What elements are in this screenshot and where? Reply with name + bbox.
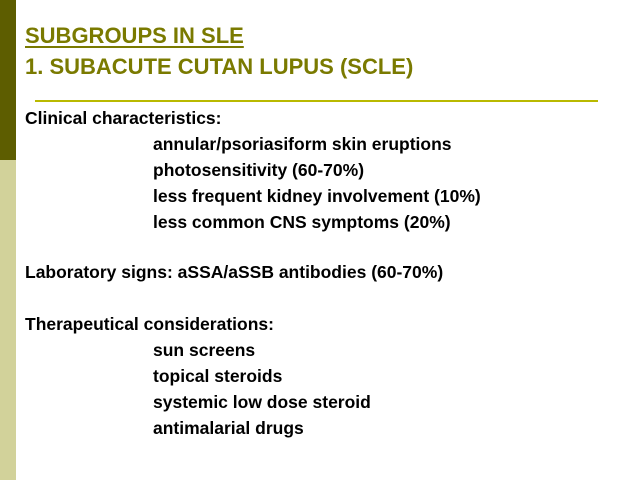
therapeutic-item-4: antimalarial drugs xyxy=(153,418,304,438)
sidebar-accent-light xyxy=(0,160,16,480)
clinical-item-2: photosensitivity (60-70%) xyxy=(153,160,365,180)
sidebar-accent-dark xyxy=(0,0,16,160)
therapeutic-item-2: topical steroids xyxy=(153,366,283,386)
clinical-item-1: annular/psoriasiform skin eruptions xyxy=(153,134,452,154)
therapeutic-item-1: sun screens xyxy=(153,340,256,360)
title-line-2: 1. SUBACUTE CUTAN LUPUS (SCLE) xyxy=(25,54,414,79)
laboratory-signs: Laboratory signs: aSSA/aSSB antibodies (60-70%) xyxy=(25,262,444,282)
therapeutic-heading: Therapeutical considerations: xyxy=(25,314,274,334)
therapeutic-item-3: systemic low dose steroid xyxy=(153,392,371,412)
title-divider xyxy=(35,100,598,102)
slide-title xyxy=(25,20,413,82)
clinical-item-4: less common CNS symptoms (20%) xyxy=(153,212,451,232)
clinical-item-3: less frequent kidney involvement (10%) xyxy=(153,186,481,206)
clinical-heading: Clinical characteristics: xyxy=(25,108,222,128)
title-line-1: SUBGROUPS IN SLE xyxy=(25,23,244,48)
